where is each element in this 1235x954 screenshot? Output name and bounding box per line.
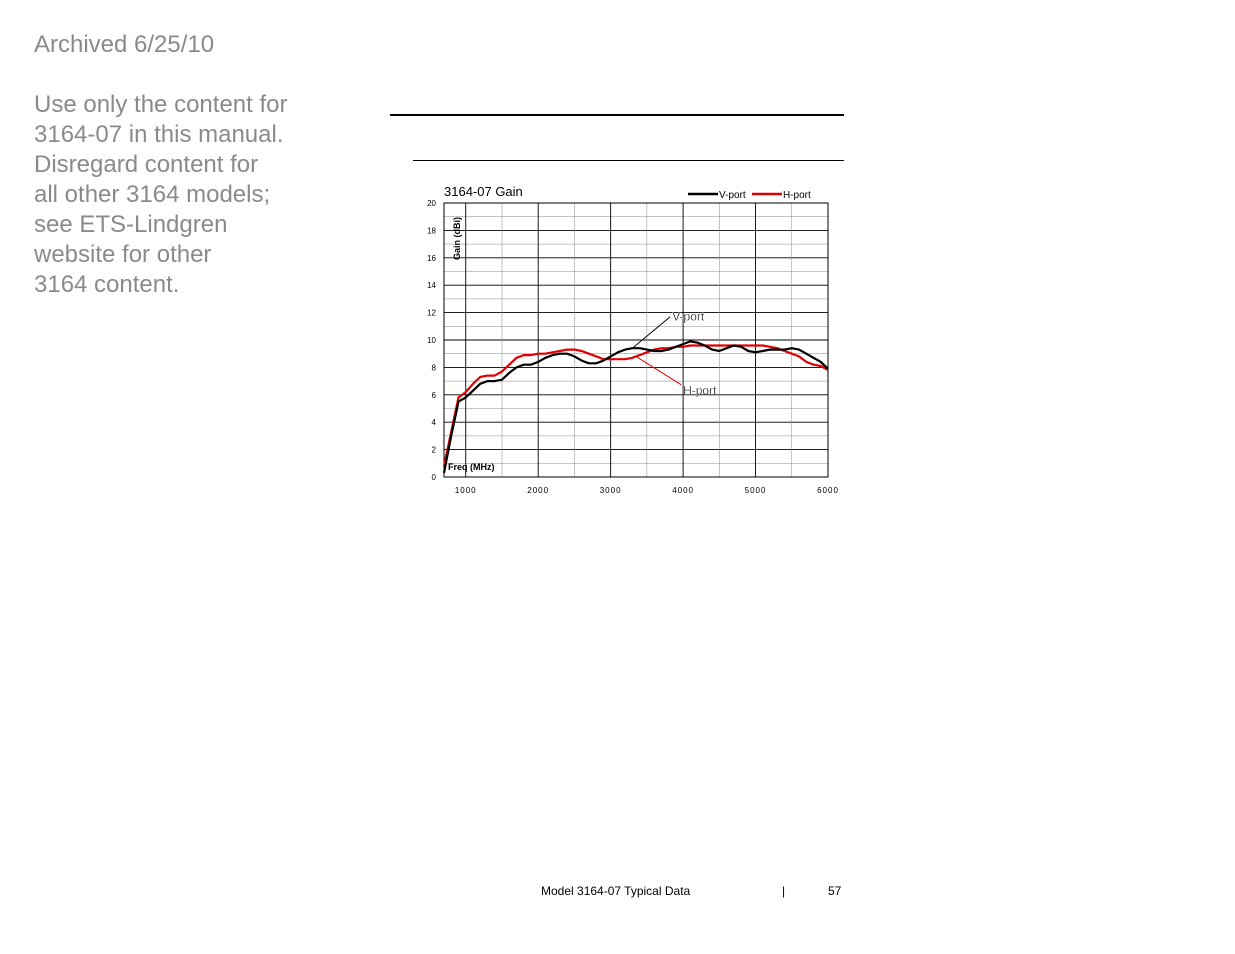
header-rule: [390, 114, 844, 116]
x-axis-label: Freq (MHz): [448, 462, 495, 472]
grid: [444, 203, 828, 477]
x-tick-labels: [455, 486, 839, 495]
y-tick-label: 16: [427, 253, 436, 263]
gain-chart: [400, 178, 850, 508]
y-tick-labels: [427, 199, 436, 482]
annotation-label: H-port: [683, 383, 717, 398]
y-tick-label: 10: [427, 336, 436, 345]
y-axis-label: Gain (dBi): [452, 217, 462, 260]
legend-label-v-port: V-port: [719, 190, 746, 201]
page-number: 57: [828, 884, 842, 898]
legend-label-h-port: H-port: [783, 190, 811, 201]
x-tick-label: 3000: [599, 486, 622, 495]
footer-title: Model 3164-07 Typical Data: [541, 884, 691, 898]
y-tick-label: 2: [431, 445, 436, 455]
annotation-leader: [632, 317, 670, 349]
series-line-h-port: [444, 346, 828, 467]
note-line: website for other: [34, 241, 212, 268]
y-tick-label: 6: [431, 390, 436, 400]
section-rule: [413, 160, 844, 161]
y-tick-label: 18: [427, 226, 436, 236]
note-line: Disregard content for: [34, 151, 259, 178]
archive-stamp: Archived 6/25/10: [34, 31, 215, 58]
note-line: 3164-07 in this manual.: [34, 121, 284, 148]
spacer: [34, 60, 334, 90]
y-tick-label: 4: [431, 418, 436, 428]
x-tick-label: 1000: [454, 486, 477, 495]
y-tick-label: 14: [427, 281, 436, 291]
archive-note: [34, 30, 334, 300]
footer-separator: |: [782, 884, 786, 898]
annotation-leader: [636, 356, 681, 384]
note-line: all other 3164 models;: [34, 181, 271, 208]
x-tick-label: 5000: [744, 486, 767, 495]
x-tick-label: 6000: [817, 486, 839, 495]
legend: [688, 190, 811, 201]
y-tick-label: 8: [431, 363, 436, 373]
note-line: see ETS-Lindgren: [34, 211, 228, 238]
chart-title: 3164-07 Gain: [444, 184, 523, 199]
y-tick-label: 0: [431, 473, 436, 482]
series-lines: [444, 341, 828, 473]
note-line: Use only the content for: [34, 91, 288, 118]
annotation-label: V-port: [672, 309, 705, 324]
x-tick-label: 4000: [672, 486, 694, 495]
note-line: 3164 content.: [34, 271, 180, 298]
x-tick-label: 2000: [527, 486, 550, 495]
y-tick-label: 20: [427, 199, 436, 208]
series-line-v-port: [444, 341, 828, 473]
y-tick-label: 12: [427, 308, 436, 318]
